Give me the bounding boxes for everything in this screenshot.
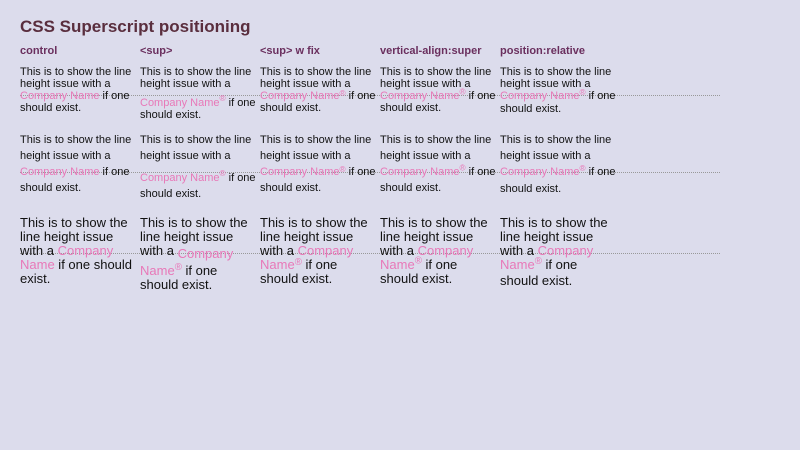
- brand-name: Company Name: [500, 243, 594, 272]
- registered-mark: ®: [294, 257, 302, 269]
- registered-mark: ®: [339, 88, 346, 98]
- sample-text-after: if one should exist.: [20, 90, 130, 114]
- sample-text-sup-fix-row2: [260, 132, 378, 196]
- sample-text-sup-fix-row3: [260, 216, 376, 286]
- sample-text-before: This is to show the line height issue with a: [140, 215, 248, 258]
- brand-name: Company Name: [140, 96, 220, 109]
- brand-name: Company Name: [140, 171, 220, 184]
- sample-text-before: This is to show the line height issue with a: [260, 66, 372, 90]
- registered-mark: ®: [414, 255, 422, 267]
- sample-text-after: if one should exist.: [380, 257, 458, 286]
- registered-mark: ®: [459, 163, 466, 173]
- sample-text-before: This is to show the line height issue with a: [380, 66, 492, 90]
- column-heading-position-relative: position:relative: [500, 45, 585, 57]
- brand-name: Company Name: [20, 166, 100, 178]
- registered-mark: ®: [219, 169, 226, 178]
- brand-name: Company Name: [380, 243, 474, 272]
- sample-text-position-relative-row2: [500, 132, 618, 197]
- registered-mark: ®: [339, 164, 346, 174]
- registered-mark: ®: [174, 262, 182, 273]
- sample-text-before: This is to show the line height issue with a: [20, 134, 132, 162]
- sample-text-vertical-align-row2: [380, 132, 498, 196]
- column-heading-sup-fix: <sup> w fix: [260, 45, 320, 57]
- sample-text-control-row2: [20, 132, 138, 196]
- sample-text-after: if one should exist.: [500, 257, 578, 288]
- sample-text-before: This is to show the line height issue with a: [140, 134, 252, 162]
- sample-text-control-row1: [20, 66, 138, 114]
- column-heading-vertical-align: vertical-align:super: [380, 45, 482, 57]
- brand-name: Company Name: [20, 243, 114, 272]
- sample-text-after: if one should exist.: [380, 90, 496, 114]
- sample-text-vertical-align-row3: [380, 216, 496, 286]
- sample-text-sup-row2: [140, 132, 258, 200]
- sample-text-before: This is to show the line height issue with a: [500, 215, 608, 258]
- brand-name: Company Name: [380, 166, 460, 178]
- sample-text-before: This is to show the line height issue with a: [20, 215, 128, 258]
- registered-mark: ®: [219, 94, 226, 103]
- sample-text-position-relative-row3: [500, 216, 616, 288]
- registered-mark: ®: [579, 163, 586, 173]
- sample-text-before: This is to show the line height issue with a: [380, 134, 492, 162]
- brand-name: Company Name: [260, 166, 340, 178]
- registered-mark: ®: [579, 87, 586, 97]
- brand-name: Company Name: [380, 90, 460, 102]
- sample-text-before: This is to show the line height issue with a: [20, 66, 132, 90]
- sample-text-control-row3: [20, 216, 136, 286]
- sample-text-before: This is to show the line height issue with a: [500, 66, 612, 90]
- sample-text-sup-fix-row1: [260, 66, 378, 114]
- sample-text-before: This is to show the line height issue with a: [260, 215, 368, 258]
- brand-name: Company Name: [500, 166, 580, 178]
- sample-text-after: if one should exist.: [500, 90, 616, 115]
- sample-text-after: if one should exist.: [140, 263, 218, 293]
- sample-text-after: if one should exist.: [260, 257, 338, 286]
- sample-text-before: This is to show the line height issue with a: [260, 134, 372, 162]
- brand-name: Company Name: [20, 90, 100, 102]
- sample-text-sup-row1: [140, 66, 258, 121]
- sample-text-after: if one should exist.: [380, 166, 496, 194]
- sample-text-after: if one should exist.: [500, 166, 616, 195]
- column-heading-sup: <sup>: [140, 45, 173, 57]
- sample-text-before: This is to show the line height issue with a: [380, 215, 488, 258]
- column-heading-control: control: [20, 45, 58, 57]
- sample-text-position-relative-row1: [500, 66, 618, 115]
- sample-text-after: if one should exist.: [260, 166, 376, 194]
- registered-mark: ®: [534, 256, 542, 268]
- sample-text-after: if one should exist.: [20, 166, 130, 194]
- sample-text-vertical-align-row1: [380, 66, 498, 114]
- brand-name: Company Name: [140, 246, 234, 279]
- sample-text-before: This is to show the line height issue with a: [500, 134, 612, 162]
- sample-text-after: if one should exist.: [140, 171, 256, 200]
- sample-text-before: This is to show the line height issue with a: [140, 66, 252, 90]
- sample-text-after: if one should exist.: [20, 257, 133, 286]
- brand-name: Company Name: [260, 243, 354, 272]
- sample-text-sup-row3: [140, 215, 256, 293]
- registered-mark: ®: [459, 87, 466, 97]
- sample-text-after: if one should exist.: [260, 90, 376, 114]
- sample-text-after: if one should exist.: [140, 96, 256, 121]
- brand-name: Company Name: [500, 90, 580, 102]
- page-title: CSS Superscript positioning: [20, 17, 251, 36]
- brand-name: Company Name: [260, 90, 340, 102]
